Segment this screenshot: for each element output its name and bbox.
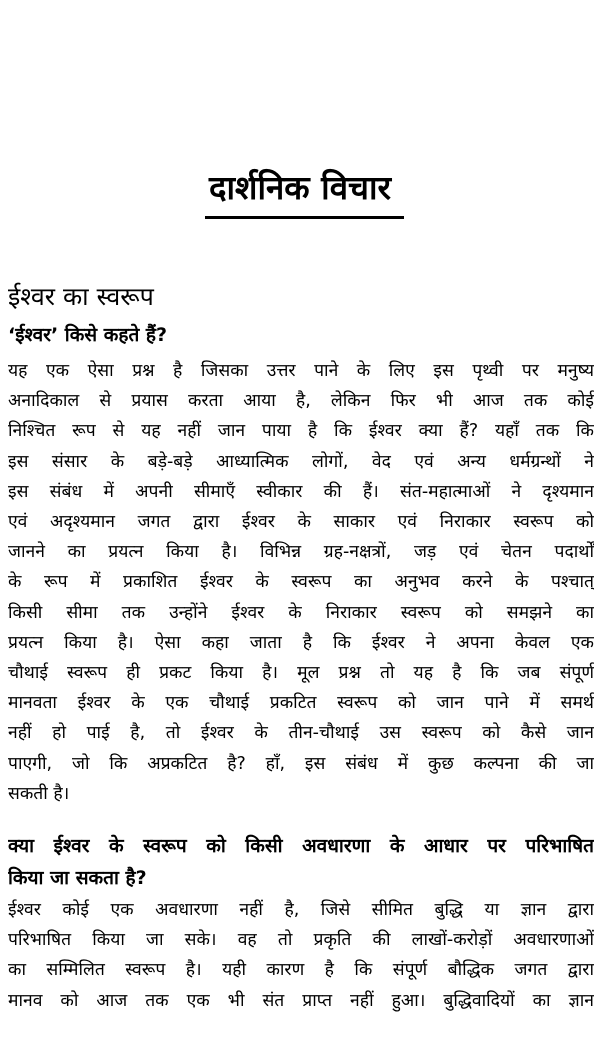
paragraph-2: [8, 895, 594, 1016]
paragraph-line: इस संबंध में अपनी सीमाएँ स्वीकार की हैं। संत-महात्माओं ने दृश्यमान: [8, 481, 594, 502]
section-heading: ईश्वर का स्वरूप: [8, 282, 154, 311]
paragraph-line: निश्चित रूप से यह नहीं जान पाया है कि ईश्वर क्या हैं? यहाँ तक कि: [8, 421, 594, 442]
paragraph-line: यह एक ऐसा प्रश्न है जिसका उत्तर पाने के लिए इस पृथ्वी पर मनुष्य: [8, 361, 594, 381]
question-1: ‘ईश्वर’ किसे कहते हैं?: [8, 324, 167, 346]
paragraph-line: पाएगी, जो कि अप्रकटित है? हाँ, इस संबंध में कुछ कल्पना की जा: [8, 753, 594, 774]
paragraph-line: के रूप में प्रकाशित ईश्वर के स्वरूप का अनुभव करने के पश्चात्: [8, 572, 594, 593]
paragraph-line: एवं अदृश्यमान जगत द्वारा ईश्वर के साकार एवं निराकार स्वरूप को: [8, 512, 594, 533]
chapter-title: दार्शनिक विचार: [208, 168, 392, 207]
paragraph-line: नहीं हो पाई है, तो ईश्वर के तीन-चौथाई उस स्वरूप को कैसे जान: [8, 723, 594, 744]
paragraph-line: अनादिकाल से प्रयास करता आया है, लेकिन फिर भी आज तक कोई: [8, 391, 594, 412]
question-2: [8, 830, 594, 894]
paragraph-line: प्रयत्न किया है। ऐसा कहा जाता है कि ईश्वर ने अपना केवल एक: [8, 632, 594, 653]
paragraph-line: इस संसार के बड़े-बड़े आध्यात्मिक लोगों, वेद एवं अन्य धर्मग्रन्थों ने: [8, 451, 594, 472]
paragraph-line: सकती है।: [8, 783, 70, 804]
paragraph-line: का सम्मिलित स्वरूप है। यही कारण है कि संपूर्ण बौद्धिक जगत द्वारा: [8, 960, 594, 981]
paragraph-line: परिभाषित किया जा सके। वह तो प्रकृति की लाखों-करोड़ों अवधारणाओं: [8, 930, 594, 951]
paragraph-line: जानने का प्रयत्न किया है। विभिन्न ग्रह-नक्षत्रों, जड़ एवं चेतन पदार्थों: [8, 542, 594, 563]
title-underline: [205, 216, 404, 219]
question-line: किया जा सकता है?: [8, 867, 147, 889]
paragraph-line: ईश्वर कोई एक अवधारणा नहीं है, जिसे सीमित बुद्धि या ज्ञान द्वारा: [8, 900, 594, 920]
paragraph-line: मानवता ईश्वर के एक चौथाई प्रकटित स्वरूप को जान पाने में समर्थ: [8, 693, 594, 714]
paragraph-line: मानव को आज तक एक भी संत प्राप्त नहीं हुआ। बुद्धिवादियों का ज्ञान: [8, 990, 594, 1011]
paragraph-line: चौथाई स्वरूप ही प्रकट किया है। मूल प्रश्न तो यह है कि जब संपूर्ण: [8, 663, 594, 684]
paragraph-1: [8, 356, 594, 809]
question-line: क्या ईश्वर के स्वरूप को किसी अवधारणा के आधार पर परिभाषित: [8, 835, 594, 857]
paragraph-line: किसी सीमा तक उन्होंने ईश्वर के निराकार स्वरूप को समझने का: [8, 602, 594, 623]
